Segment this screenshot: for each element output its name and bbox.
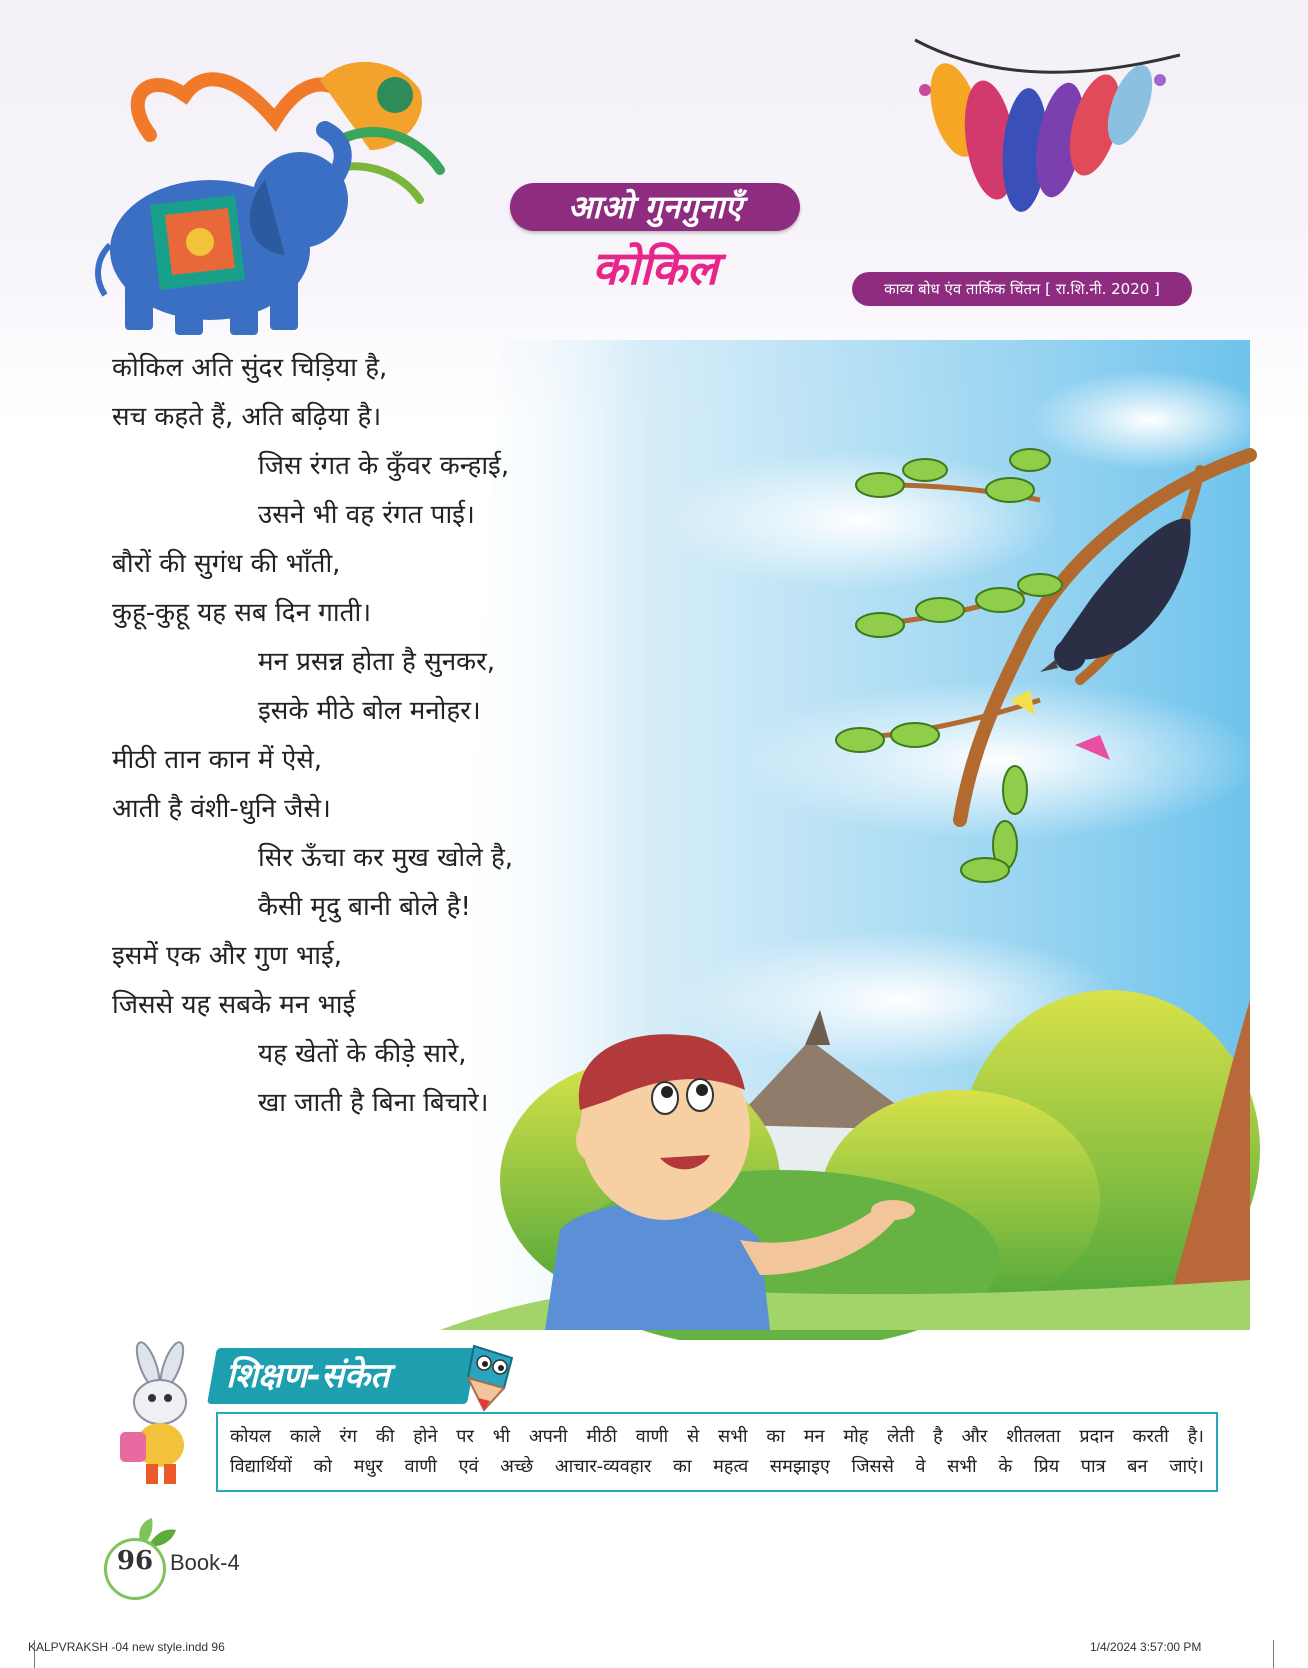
poem-line: यह खेतों के कीड़े सारे, (258, 1039, 467, 1069)
poem-line: कैसी मृदु बानी बोले है! (258, 892, 471, 922)
poem-line: बौरों की सुगंध की भाँती, (112, 549, 341, 579)
teaching-note-line: विद्यार्थियों को मधुर वाणी एवं अच्छे आचार-व्यवहार का महत्व समझाइए जिससे वे सभी के प्रिय पात्र बन जाएं। (230, 1456, 1204, 1477)
poem-title: कोकिल (592, 241, 718, 295)
rabbit-mascot (110, 1340, 210, 1490)
feather-garland-illustration (915, 40, 1180, 213)
poem-line: जिससे यह सबके मन भाई (112, 990, 356, 1020)
poem-line: कोकिल अति सुंदर चिड़िया है, (112, 353, 388, 383)
curriculum-tag: काव्य बोध एंव तार्किक चिंतन [ रा.शि.नी. 2020 ] (852, 272, 1192, 306)
teaching-note-line: कोयल काले रंग की होने पर भी अपनी मीठी वाणी से सभी का मन मोह लेती है और शीतलता प्रदान करती है। (230, 1426, 1204, 1447)
crop-mark (1273, 1640, 1274, 1668)
print-slug-filename: KALPVRAKSH -04 new style.indd 96 (28, 1640, 225, 1654)
section-tag: आओ गुनगुनाएँ (510, 183, 800, 231)
teaching-note-box (216, 1412, 1218, 1492)
poem-line: मन प्रसन्न होता है सुनकर, (258, 647, 495, 677)
poem-line: इसके मीठे बोल मनोहर। (258, 696, 481, 726)
teaching-note-title: शिक्षण-संकेत (226, 1356, 390, 1396)
poem-line: सच कहते हैं, अति बढ़िया है। (112, 402, 382, 432)
poem-line: जिस रंगत के कुँवर कन्हाई, (258, 451, 510, 481)
pencil-mascot-icon (456, 1338, 526, 1418)
elephant-illustration (98, 62, 440, 335)
print-slug-timestamp: 1/4/2024 3:57:00 PM (1090, 1640, 1202, 1654)
poem-line: सिर ऊँचा कर मुख खोले है, (258, 843, 514, 873)
poem-line: इसमें एक और गुण भाई, (112, 941, 343, 971)
page-number: 96 (116, 1546, 154, 1576)
poem-line: मीठी तान कान में ऐसे, (112, 745, 323, 775)
poem-line: खा जाती है बिना बिचारे। (258, 1088, 489, 1118)
poem-line: उसने भी वह रंगत पाई। (258, 500, 475, 530)
book-label: Book-4 (170, 1550, 240, 1575)
poem-line: कुहू-कुहू यह सब दिन गाती। (112, 598, 372, 628)
poem-line: आती है वंशी-धुनि जैसे। (112, 794, 331, 824)
